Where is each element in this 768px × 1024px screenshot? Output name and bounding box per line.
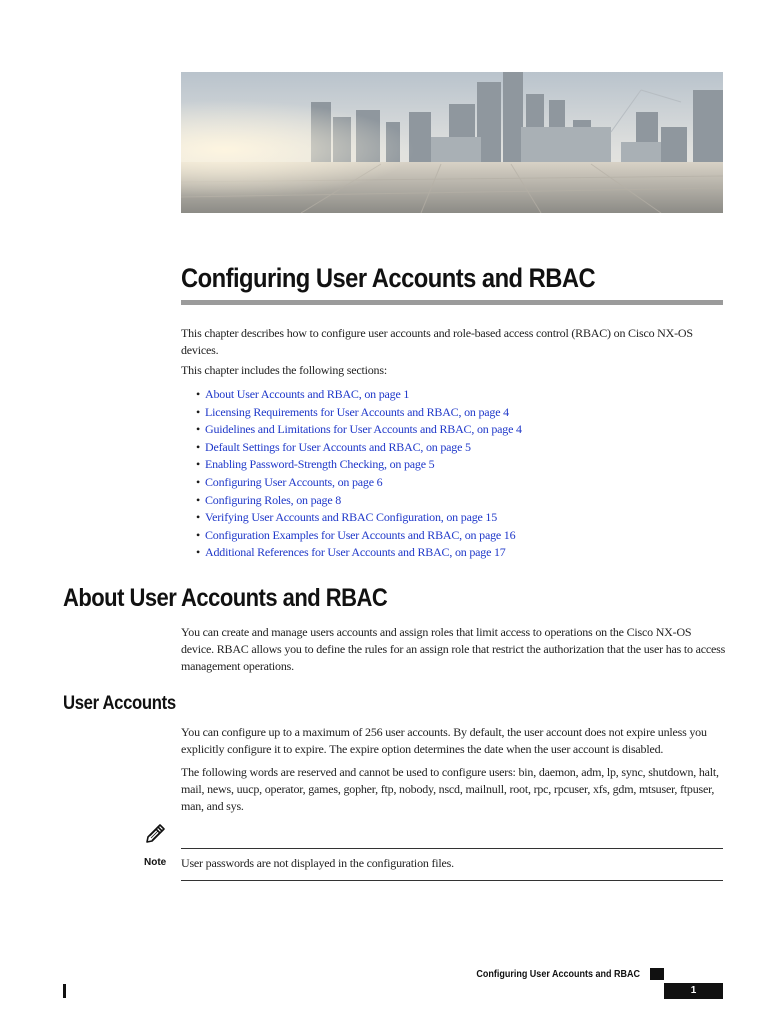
section-link-configuring-user-accounts[interactable]: Configuring User Accounts, on page 6 [205, 474, 383, 489]
note-label: Note [144, 857, 167, 868]
reserved-words-paragraph: The following words are reserved and cannot be used to configure users: bin, daemon, adm, lp, sync, shutdown, halt, mail, news, uucp, operator, games, gopher, ftp, nobody, nscd, mailnull, root, rpc, rpcuser, xfs, gdm, mtsuser, ftpuser, man, and sys. [181, 765, 719, 813]
footer-chapter-title: Configuring User Accounts and RBAC [476, 969, 640, 980]
bullet: • [196, 510, 201, 525]
section-link-about[interactable]: About User Accounts and RBAC, on page 1 [205, 387, 410, 401]
section-list-item [196, 456, 736, 474]
bullet: • [196, 404, 201, 419]
section-list-item [196, 544, 736, 562]
bullet: • [196, 439, 201, 454]
section-list-item [196, 439, 736, 457]
section-link-verifying[interactable]: Verifying User Accounts and RBAC Configuration, on page 15 [205, 510, 498, 525]
footer-marker [650, 968, 664, 980]
section-link-licensing[interactable]: Licensing Requirements for User Accounts and RBAC, on page 4 [205, 404, 509, 419]
section-link-guidelines[interactable]: Guidelines and Limitations for User Accounts and RBAC, on page 4 [205, 422, 522, 437]
section-list-item [196, 474, 736, 492]
section-link-additional-references[interactable]: Additional References for User Accounts and RBAC, on page 17 [205, 545, 506, 560]
bullet: • [196, 422, 201, 437]
section-link-configuring-roles[interactable]: Configuring Roles, on page 8 [205, 492, 342, 507]
title-underline [181, 300, 723, 305]
section-link-password-strength[interactable]: Enabling Password-Strength Checking, on page 5 [205, 457, 435, 472]
bullet: • [196, 492, 201, 507]
section-link-default-settings[interactable]: Default Settings for User Accounts and RBAC, on page 5 [205, 439, 471, 454]
header-banner-image [181, 72, 723, 213]
about-paragraph: You can create and manage users accounts and assign roles that limit access to operations on the Cisco NX-OS device. RBAC allows you to define the rules for an assign role that restrict the authorization that the user has to access management operations. [181, 625, 726, 673]
page-number: 1 [664, 983, 723, 999]
chapter-title: Configuring User Accounts and RBAC [181, 263, 596, 293]
user-accounts-paragraph: You can configure up to a maximum of 256 user accounts. By default, the user account does not expire unless you explicitly configure it to expire. The expire option determines the date when the user account is disabled. [181, 725, 707, 756]
section-list [196, 386, 736, 562]
section-link-configuration-examples[interactable]: Configuration Examples for User Accounts and RBAC, on page 16 [205, 527, 516, 542]
section-list-item [196, 492, 736, 510]
section-list-item [196, 509, 736, 527]
section-list-item [196, 527, 736, 545]
section-list-item [196, 386, 736, 404]
note-top-rule [181, 848, 723, 849]
section-list-item [196, 404, 736, 422]
section-list-item [196, 421, 736, 439]
margin-mark [63, 984, 66, 998]
bullet: • [196, 527, 201, 542]
bullet: • [196, 387, 201, 401]
pencil-icon [144, 822, 166, 844]
bullet: • [196, 474, 201, 489]
intro-paragraph: This chapter describes how to configure user accounts and role-based access control (RBAC) on Cisco NX-OS devices. [181, 326, 693, 357]
bullet: • [196, 545, 201, 560]
note-bottom-rule [181, 880, 723, 881]
bullet: • [196, 457, 201, 472]
sections-intro: This chapter includes the following sections: [181, 363, 387, 377]
city-skyline-illustration [181, 72, 723, 213]
section-heading-about: About User Accounts and RBAC [63, 584, 388, 612]
subsection-heading-user-accounts: User Accounts [63, 693, 176, 714]
note-text: User passwords are not displayed in the configuration files. [181, 856, 454, 870]
